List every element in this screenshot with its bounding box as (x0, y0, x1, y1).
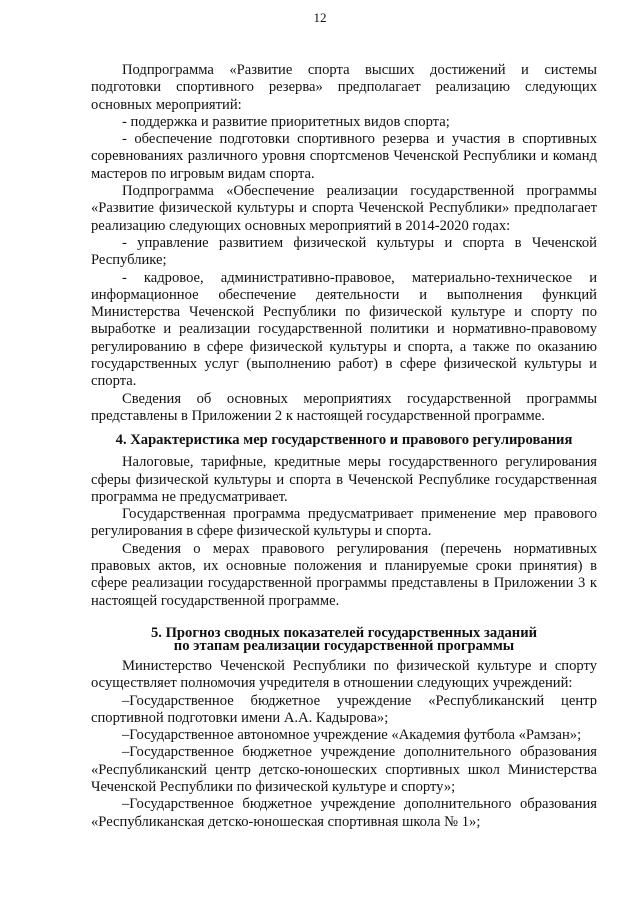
list-item-staffing: - кадровое, административно-правовое, материально-техническое и информационное обеспечение деятельности и выполнения функций Министерства Чеченской Республики по физической культуре и спорту по выработке и реализации государственной политики и нормативно-правовому регулированию в сфере физической культуры и спорта, а также по оказанию государственных услуг (выполнению работ) в сфере физической культуры и спорта. (91, 269, 597, 390)
list-item-reserve-training: - обеспечение подготовки спортивного резерва и участия в спортивных соревнованиях различного уровня спортсменов Чеченской Республики и команд мастеров по игровым видам спорта. (91, 131, 597, 182)
page-number: 12 (313, 10, 327, 25)
paragraph-tax-measures: Налоговые, тарифные, кредитные меры государственного регулирования сферы физической культуры и спорта в Чеченской Республике государственная программа не предусматривает. (91, 454, 597, 505)
section-heading-5-line2: по этапам реализации государственной программы (173, 637, 515, 654)
list-item-football-academy: –Государственное автономное учреждение «Академия футбола «Рамзан»; (122, 727, 582, 744)
section-heading-4: 4. Характеристика мер государственного и правового регулирования (115, 432, 573, 449)
paragraph-appendix-3: Сведения о мерах правового регулирования (перечень нормативных правовых актов, их основные положения и планируемые сроки принятия) в сфере реализации государственной программы представлены в Приложении 3 к настоящей государственной программе. (91, 540, 597, 609)
list-item-youth-school-1: –Государственное бюджетное учреждение дополнительного образования «Республиканская детско-юношеская спортивная школа № 1»; (91, 796, 597, 830)
list-item-kadyrov-center: –Государственное бюджетное учреждение «Республиканский центр спортивной подготовки имени А.А. Кадырова»; (91, 692, 597, 726)
list-item-priority-sports: - поддержка и развитие приоритетных видов спорта; (122, 113, 450, 130)
document-body (91, 62, 597, 831)
paragraph-subprogram-support: Подпрограмма «Обеспечение реализации государственной программы «Развитие физической культуры и спорта Чеченской Республики» предполагает реализацию следующих основных мероприятий в 2014-2020 годах: (91, 183, 597, 234)
paragraph-ministry-founder: Министерство Чеченской Республики по физической культуре и спорту осуществляет полномочия учредителя в отношении следующих учреждений: (91, 657, 597, 692)
list-item-management: - управление развитием физической культуры и спорта в Чеченской Республике; (91, 234, 597, 269)
list-item-youth-schools-center: –Государственное бюджетное учреждение дополнительного образования «Республиканский центр детско-юношеских спортивных школ Министерства Чеченской Республики по физической культуре и спорту»; (91, 744, 597, 795)
section-heading-5-line1: 5. Прогноз сводных показателей государственных заданий (150, 624, 538, 641)
paragraph-legal-regulation: Государственная программа предусматривает применение мер правового регулирования в сфере физической культуры и спорта. (91, 506, 597, 540)
paragraph-appendix-2: Сведения об основных мероприятиях государственной программы представлены в Приложении 2 к настоящей государственной программе. (91, 390, 597, 424)
section-heading-5 (91, 624, 597, 654)
paragraph-subprogram-sport: Подпрограмма «Развитие спорта высших достижений и системы подготовки спортивного резерва» предполагает реализацию следующих основных мероприятий: (91, 62, 597, 113)
